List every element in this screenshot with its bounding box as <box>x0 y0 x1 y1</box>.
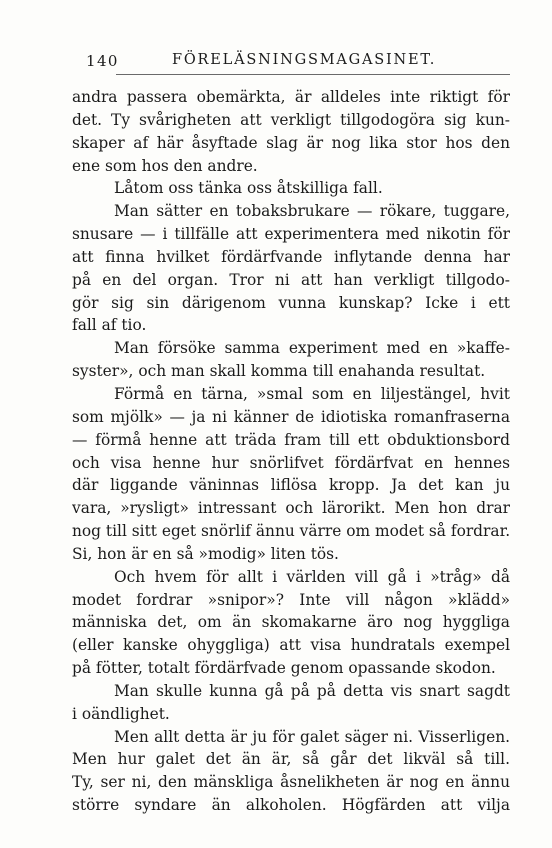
text-line: modet fordrar »snipor»? Inte vill någon »klädd» <box>72 590 510 609</box>
running-title: FÖRELÄSNINGSMAGASINET. <box>172 52 437 68</box>
text-line: andra passera obemärkta, är alldeles inte riktigt för <box>72 88 510 106</box>
text-line: — förmå henne att träda fram till ett obduktionsbord <box>72 430 510 449</box>
text-line: syster», och man skall komma till enahanda resultat. <box>72 362 486 381</box>
text-line: på en del organ. Tror ni att han verkligt tillgodo- <box>72 270 510 289</box>
text-line: större syndare än alkoholen. Högfärden att vilja <box>72 796 510 815</box>
text-line: Låtom oss tänka oss åtskilliga fall. <box>114 179 383 198</box>
text-line: fall af tio. <box>72 316 147 335</box>
text-line: Men hur galet det än är, så går det likväl så till. <box>72 750 510 769</box>
text-line: där liggande väninnas liflösa kropp. Ja det kan ju <box>72 476 510 495</box>
bottom-margin <box>0 790 552 848</box>
text-line: i oändlighet. <box>72 704 170 723</box>
page-number: 140 <box>86 52 119 70</box>
text-line: på fötter, totalt fördärfvade genom opassande skodon. <box>72 659 496 678</box>
text-line: (eller kanske ohyggliga) att visa hundratals exempel <box>72 636 510 655</box>
text-line: skaper af här åsyftade slag är nog lika stor hos den <box>72 133 510 152</box>
text-line: ene som hos den andre. <box>72 156 258 175</box>
text-line: Man sätter en tobaksbrukare — rökare, tuggare, <box>114 202 510 221</box>
running-head <box>86 52 510 74</box>
text-line: vara, »rysligt» intressant och lärorikt. Men hon drar <box>72 499 510 518</box>
text-line: Si, hon är en så »modig» liten tös. <box>72 544 339 563</box>
body-text <box>72 86 510 817</box>
text-line: Ty, ser ni, den mänskliga åsnelikheten är nog en ännu <box>72 773 510 792</box>
text-line: snusare — i tillfälle att experimentera med nikotin för <box>72 225 510 244</box>
text-line: nog till sitt eget snörlif ännu värre om modet så fordrar. <box>72 522 510 541</box>
text-line: det. Ty svårigheten att verkligt tillgodogöra sig kun- <box>72 110 510 129</box>
text-line: och visa henne hur snörlifvet fördärfvat en hennes <box>72 453 510 472</box>
text-line: människa det, om än skomakarne äro nog hyggliga <box>72 613 510 632</box>
text-line: Man försöke samma experiment med en »kaffe- <box>114 339 510 358</box>
text-line: gör sig sin därigenom vunna kunskap? Icke i ett <box>72 293 510 312</box>
text-line: Förmå en tärna, »smal som en liljestängel, hvit <box>114 384 510 403</box>
text-line: Man skulle kunna gå på på detta vis snart sagdt <box>114 681 510 700</box>
text-line: att finna hvilket fördärfvande inflytande denna har <box>72 247 510 266</box>
text-line: Och hvem för allt i världen vill gå i »tråg» då <box>114 567 510 586</box>
text-line: Men allt detta är ju för galet säger ni. Visserligen. <box>114 727 510 746</box>
text-line: som mjölk» — ja ni känner de idiotiska romanfraserna <box>72 407 510 426</box>
header-rule <box>116 74 510 75</box>
